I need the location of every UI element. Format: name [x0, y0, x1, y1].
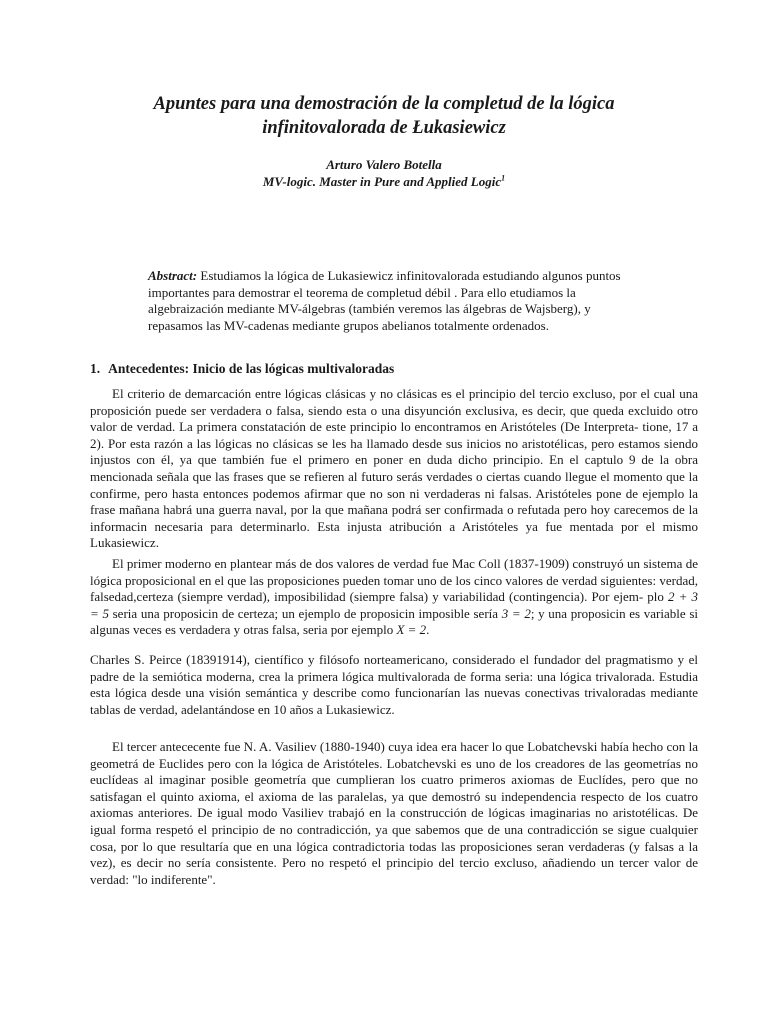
paper-title-line-1: Apuntes para una demostración de la completud de la lógica: [153, 94, 615, 114]
math-expression-3: X = 2: [396, 622, 427, 638]
paragraph-2-text-a: El primer moderno en plantear más de dos valores de verdad fue Mac Coll (1837-1909) construyó un sistema de lógica proposicional en el que las proposiciones pueden tomar uno de los cinco valores de verdad siguientes: verdad, falsedad,certeza (siempre verdad), imposibilidad (siempre falsa) y variabilidad (contingencia). Por ejem- plo: [90, 556, 698, 605]
section-title: Antecedentes: Inicio de las lógicas multivaloradas: [108, 361, 395, 376]
paper-title-line-2: infinitovalorada de Łukasiewicz: [262, 118, 506, 138]
paragraph-1: El criterio de demarcación entre lógicas clásicas y no clásicas es el principio del tercio excluso, por el cual una proposición puede ser verdadera o falsa, siendo esta o una disyunción exclusiva, es decir, que queda excluido otro valor de verdad. La primera constatación de este principio lo encontramos en Aristóteles (De Interpreta- tione, 17 a 2). Por esta razón a las lógicas no clásicas se les ha llamado desde sus inicios no aristotélicas, pero estamos siendo injustos con él, ya que también fue el primero en poner en duda dicho principio. En el captulo 9 de la obra mencionada señala que las frases que se refieren al futuro serás verdades o ciertas cuando llegue el momento que la confirme, pero hasta entonces podemos afirmar que no son ni verdaderas ni falsas. Aristóteles pone de ejemplo la frase mañana habrá una guerra naval, por la que mañana podrá ser confirmada o refutada pero hoy carecemos de la informacin necesaria para determinarlo. Esta injusta atribución a Aristóteles ya fue mentada por el mismo Lukasiewicz.: [90, 386, 698, 551]
section-heading: [90, 361, 394, 377]
paragraph-4: El tercer antececente fue N. A. Vasiliev (1880-1940) cuya idea era hacer lo que Lobatchevski había hecho con la geometrá de Euclides pero con la lógica de Aristóteles. Lobatchevski es uno de los creadores de las geometrías no euclídeas al imaginar posible geometría que cumplieran los cuatro primeros axiomas de Euclídes, pero que no satisfagan el quinto axioma, el axioma de las paralelas, ya que demostró su independencia respecto de los cuatro axiomas anteriores. De igual modo Vasiliev trabajó en la construcción de lógicas imaginarias no aristotélicas. De igual forma respetó el principio de no contradicción, ya que sabemos que de una contradicción se sigue cualquier cosa, por lo que resultaría que en una lógica contradictoria todas las proposiciones seran verdaderas (y falsas a la vez), es decir no sería consistente. Pero no respetó el principio del tercio excluso, añadiendo un tercer valor de verdad: "lo indiferente".: [90, 739, 698, 887]
author-name: Arturo Valero Botella: [326, 157, 442, 172]
math-expression-1: 2 + 3 = 5: [90, 589, 698, 621]
abstract: [148, 268, 628, 335]
paper-title: [60, 92, 708, 140]
math-expression-2: 3 = 2: [501, 605, 531, 621]
section-number: 1.: [90, 361, 101, 376]
affiliation-text: MV-logic. Master in Pure and Applied Logic: [262, 174, 502, 189]
abstract-label: Abstract:: [148, 268, 198, 283]
author-affiliation: [60, 173, 708, 190]
paragraph-2-text-b: seria una proposicin de certeza; un ejemplo de proposicin imposible sería: [108, 605, 502, 621]
abstract-text: Estudiamos la lógica de Lukasiewicz infinitovalorada estudiando algunos puntos importantes para demostrar el teorema de completud débil . Para ello etudiamos la algebraización mediante MV-álgebras (también veremos las álgebras de Wajsberg), y repasamos las MV-cadenas mediante grupos abelianos totalmente ordenados.: [148, 268, 621, 334]
paragraph-2: [90, 556, 698, 639]
paragraph-2-text-c: ; y una proposicin es variable si algunas veces es verdadera y otras falsa, seria por ejemplo: [90, 605, 698, 638]
author-block: [60, 156, 708, 190]
paragraph-3: Charles S. Peirce (18391914), científico y filósofo norteamericano, considerado el fundador del pragmatismo y el padre de la semiótica moderna, crea la primera lógica multivalorada de forma seria: una lógica trivalorada. Estudia esta lógica desde una visión semántica y describe como funcionarían las nuevas conectivas trivaloradas mediante tablas de verdad, adelantándose en 10 años a Lukasiewicz.: [90, 652, 698, 717]
footnote-marker: 1: [501, 173, 506, 183]
paragraph-2-text-d: .: [426, 622, 430, 638]
